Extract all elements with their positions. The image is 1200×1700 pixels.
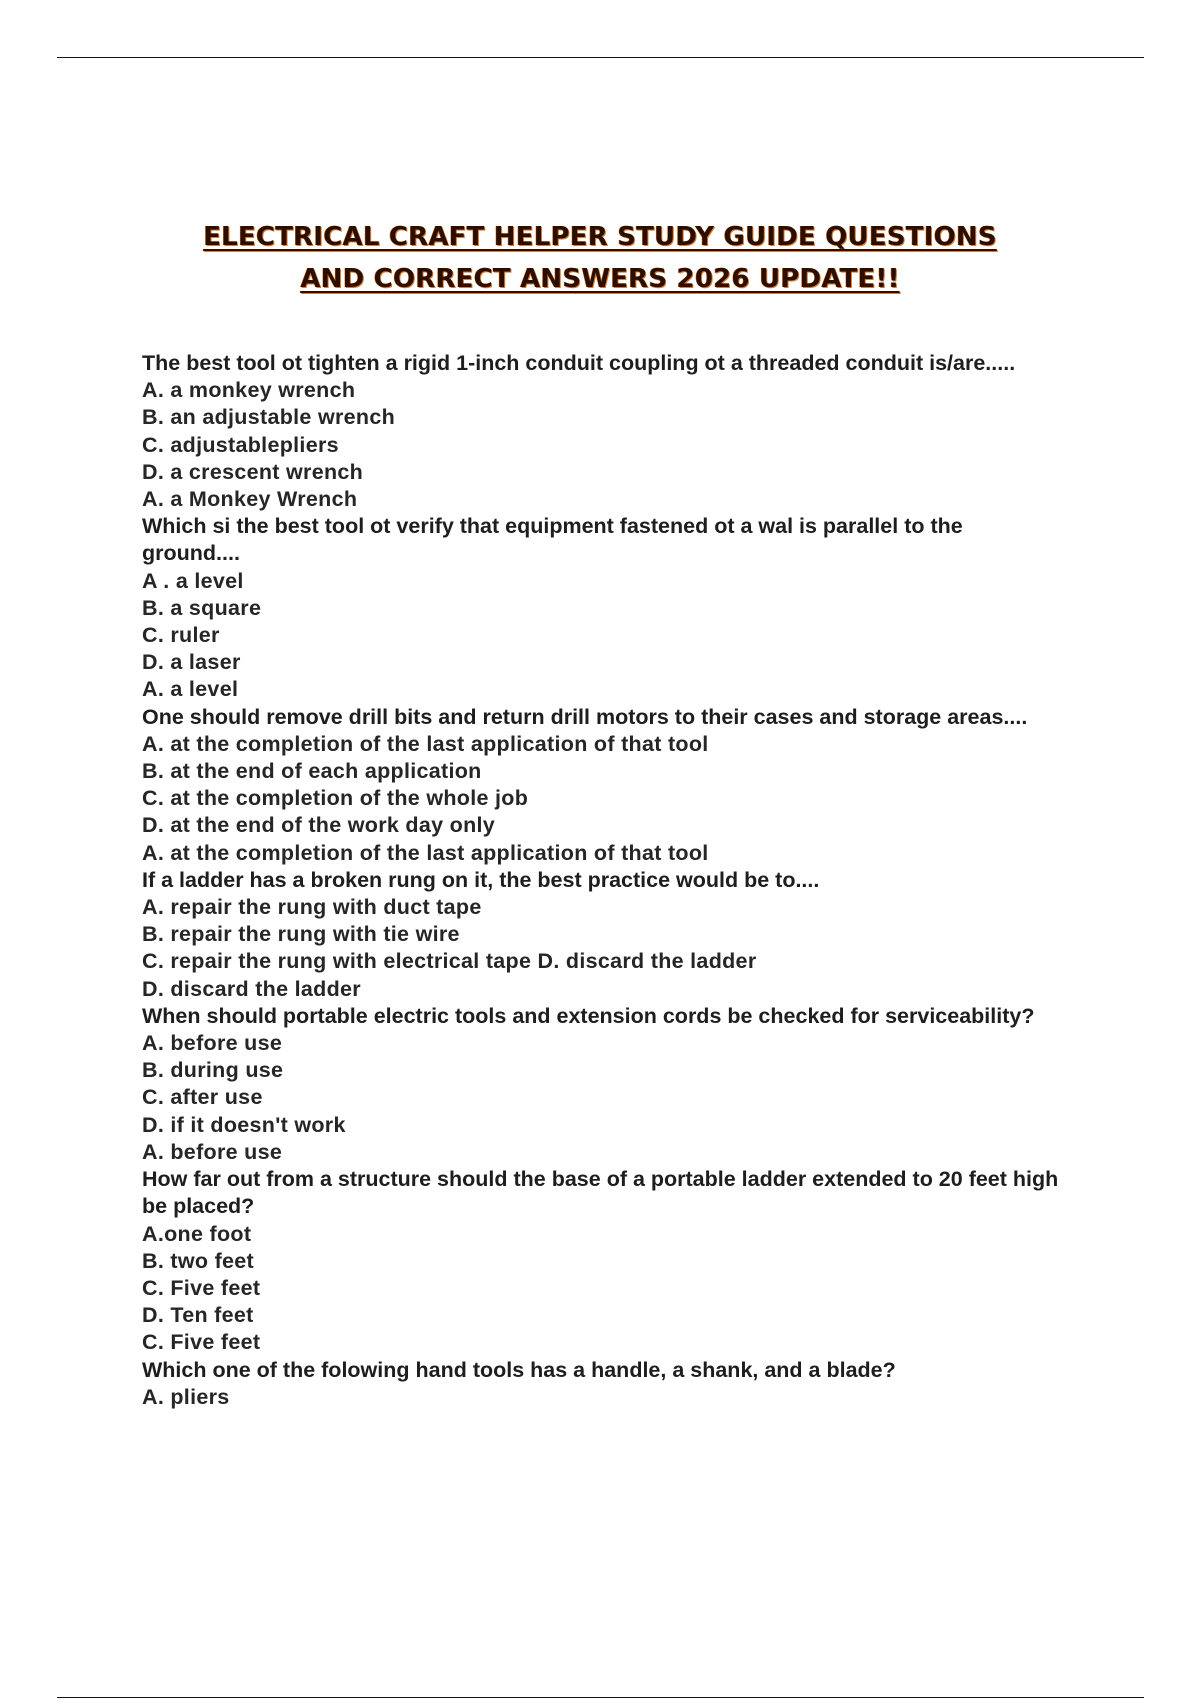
document-title [0,216,1200,300]
option: C. adjustablepliers [142,432,339,457]
top-rule [57,57,1144,58]
option: B. repair the rung with tie wire [142,922,460,947]
question-text: When should portable electric tools and extension cords be checked for serviceability? [142,1003,1035,1028]
option: C. after use [142,1085,263,1110]
answer: A. at the completion of the last application of that tool [142,840,709,865]
title-line-2: AND CORRECT ANSWERS 2026 UPDATE!! [300,264,900,294]
option: D. Ten feet [142,1303,254,1328]
question-text: How far out from a structure should the base of a portable ladder extended to 20 feet high be placed? [142,1167,1065,1219]
question-text: One should remove drill bits and return drill motors to their cases and storage areas.... [142,704,1028,729]
answer: A. before use [142,1139,283,1164]
question-text: If a ladder has a broken rung on it, the best practice would be to.... [142,867,820,892]
option: A. before use [142,1031,283,1056]
answer: A. a Monkey Wrench [142,487,358,512]
answer: C. Five feet [142,1330,261,1355]
option: C. ruler [142,623,220,648]
option: A.one foot [142,1221,252,1246]
option: C. repair the rung with electrical tape D. discard the ladder [142,949,757,974]
option: D. if it doesn't work [142,1112,346,1137]
option: A. a monkey wrench [142,378,356,403]
option: A. pliers [142,1384,230,1409]
bottom-rule [57,1697,1144,1698]
option: D. a laser [142,650,241,675]
option: B. at the end of each application [142,759,482,784]
question-text: Which si the best tool ot verify that equipment fastened ot a wal is parallel to the ground.... [142,514,969,566]
option: D. at the end of the work day only [142,813,496,838]
option: A. at the completion of the last application of that tool [142,731,709,756]
option: A . a level [142,568,244,593]
option: B. an adjustable wrench [142,405,396,430]
question-text: The best tool ot tighten a rigid 1-inch conduit coupling ot a threaded conduit is/are..... [142,351,1016,375]
question-list [142,350,1065,1411]
question-text: Which one of the folowing hand tools has a handle, a shank, and a blade? [142,1357,896,1382]
option: A. repair the rung with duct tape [142,895,482,920]
option: B. during use [142,1058,284,1083]
option: B. a square [142,595,262,620]
answer: D. discard the ladder [142,976,361,1001]
title-line-1: ELECTRICAL CRAFT HELPER STUDY GUIDE QUESTIONS [203,222,997,252]
option: D. a crescent wrench [142,459,364,484]
option: C. at the completion of the whole job [142,786,529,811]
answer: A. a level [142,677,239,702]
option: B. two feet [142,1248,254,1273]
option: C. Five feet [142,1275,261,1300]
